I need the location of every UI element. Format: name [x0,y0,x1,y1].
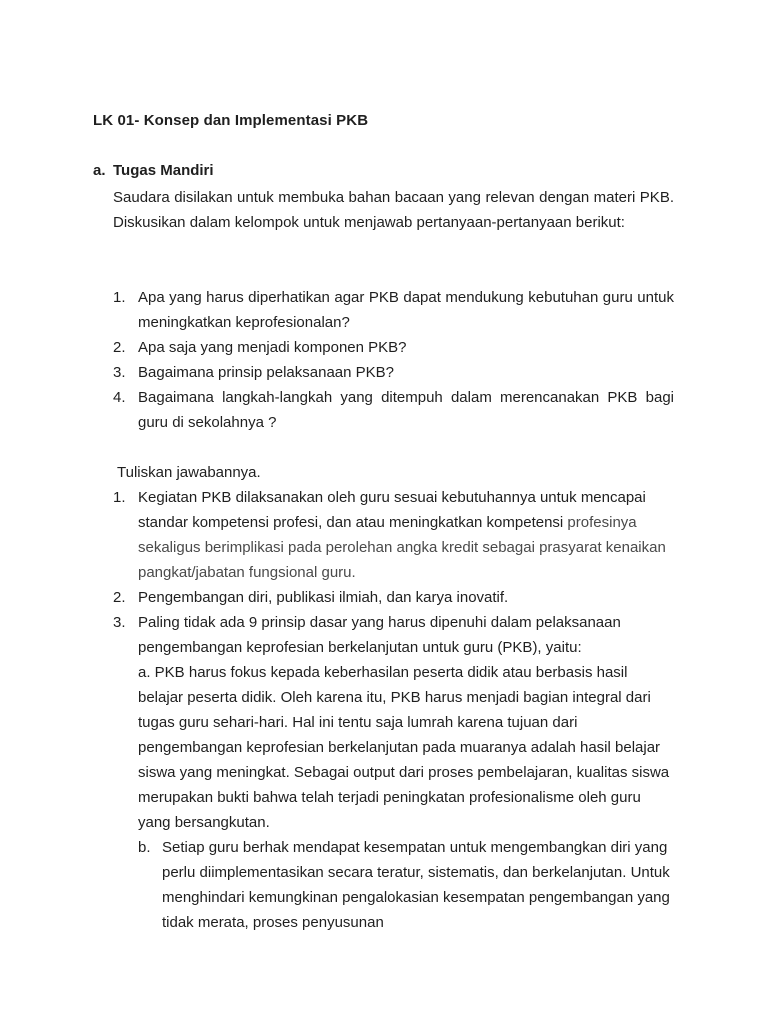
question-number: 2. [113,339,126,356]
document-title: LK 01- Konsep dan Implementasi PKB [93,112,369,129]
question-number: 1. [113,289,126,306]
answer-list [113,485,674,935]
question-number: 3. [113,364,126,381]
answer-number: 1. [113,489,126,506]
answers-heading: Tuliskan jawabannya. [117,464,261,481]
question-item [113,285,674,335]
question-number: 4. [113,389,126,406]
answer-item [113,485,674,585]
principle-b-label: b. [138,839,151,856]
answer-text: Kegiatan PKB dilaksanakan oleh guru sesuai kebutuhannya untuk mencapai standar kompetensi profesi, dan atau meningkatkan kompetensi [138,489,646,531]
question-text: Bagaimana langkah-langkah yang ditempuh dalam merencanakan PKB bagi guru di sekolahnya ? [138,389,674,431]
principle-b-text: Setiap guru berhak mendapat kesempatan untuk mengembangkan diri yang perlu diimplementasikan secara teratur, sistematis, dan berkelanjutan. Untuk menghindari kemungkinan pengalokasian kesempatan pengembangan yang tidak merata, proses penyusunan [162,839,670,931]
answer-text: Paling tidak ada 9 prinsip dasar yang harus dipenuhi dalam pelaksanaan pengembangan keprofesian berkelanjutan untuk guru (PKB), yaitu: [138,614,621,656]
section-title: Tugas Mandiri [113,162,214,179]
question-text: Apa saja yang menjadi komponen PKB? [138,339,407,356]
answer-text-continued: profesinya sekaligus berimplikasi pada perolehan angka kredit sebagai prasyarat kenaikan pangkat/jabatan fungsional guru. [138,514,666,581]
section-heading [93,162,214,179]
question-item [113,335,674,360]
section-label: a. [93,162,106,179]
question-text: Bagaimana prinsip pelaksanaan PKB? [138,364,395,381]
answer-number: 3. [113,614,126,631]
question-list [113,285,674,435]
answer-number: 2. [113,589,126,606]
answer-item [113,610,674,935]
principle-b [138,835,674,935]
question-item [113,385,674,435]
question-text: Apa yang harus diperhatikan agar PKB dapat mendukung kebutuhan guru untuk meningkatkan keprofesionalan? [138,289,674,331]
answer-text: Pengembangan diri, publikasi ilmiah, dan karya inovatif. [138,589,509,606]
intro-paragraph: Saudara disilakan untuk membuka bahan bacaan yang relevan dengan materi PKB. Diskusikan dalam kelompok untuk menjawab pertanyaan-pertanyaan berikut: [113,189,674,231]
answer-item [113,585,674,610]
principle-a: a. PKB harus fokus kepada keberhasilan peserta didik atau berbasis hasil belajar peserta didik. Oleh karena itu, PKB harus menjadi bagian integral dari tugas guru sehari-hari. Hal ini tentu saja lumrah karena tujuan dari pengembangan keprofesian berkelanjutan pada muaranya adalah hasil belajar siswa yang meningkat. Sebagai output dari proses pembelajaran, kualitas siswa merupakan bukti bahwa telah terjadi peningkatan profesionalisme oleh guru yang bersangkutan. [138,664,670,831]
question-item [113,360,674,385]
